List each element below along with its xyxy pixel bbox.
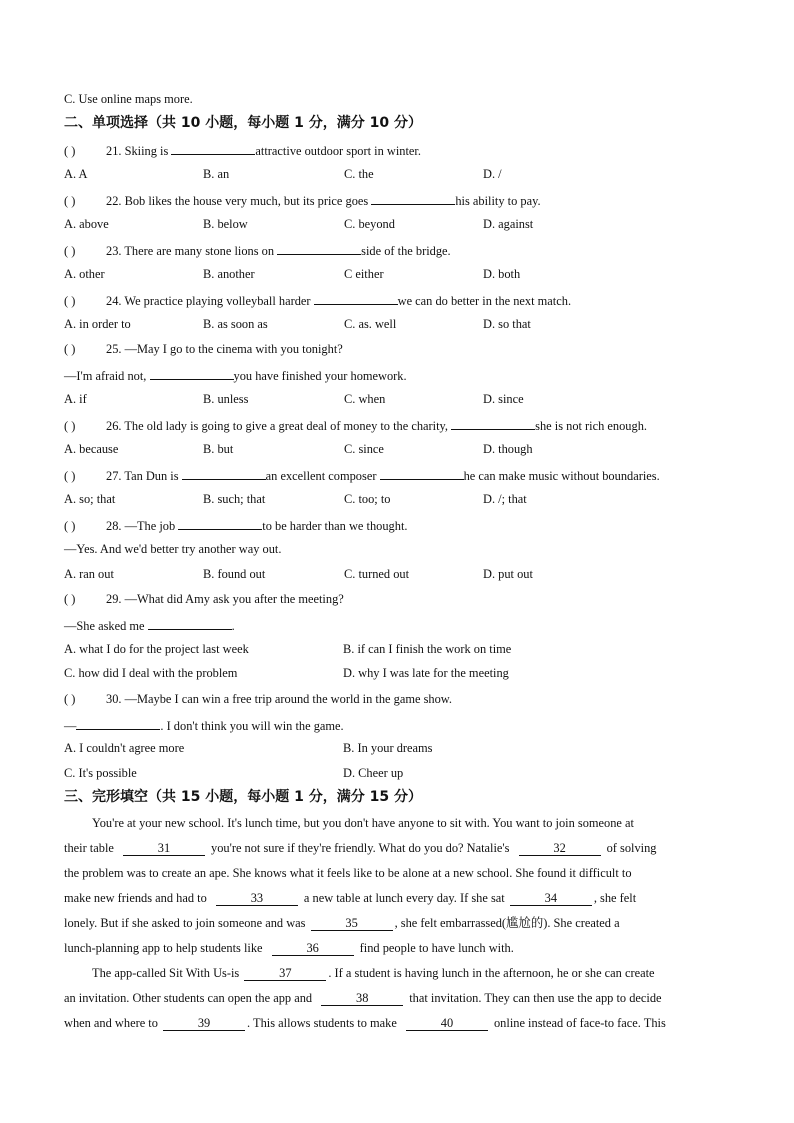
question-20-option-c: C. Use online maps more. <box>64 92 193 106</box>
option-d[interactable]: D. though <box>483 442 533 456</box>
answer-paren[interactable]: ( ) <box>64 419 76 433</box>
option-d[interactable]: D. so that <box>483 317 531 331</box>
question-text-after: . I don't think you will win the game. <box>160 719 344 733</box>
passage-text: of solving <box>606 841 657 855</box>
passage-line <box>64 986 730 1011</box>
question-29-line-2 <box>64 616 235 634</box>
option-a[interactable]: A. because <box>64 442 119 456</box>
option-a[interactable]: A. ran out <box>64 567 114 581</box>
blank-38[interactable]: 38 <box>321 991 403 1006</box>
passage-text: . This allows students to make <box>247 1016 397 1030</box>
blank-39[interactable]: 39 <box>163 1016 245 1031</box>
passage-text: you're not sure if they're friendly. What do you do? Natalie's <box>211 841 510 855</box>
answer-paren[interactable]: ( ) <box>64 294 76 308</box>
answer-blank[interactable] <box>314 291 398 305</box>
answer-paren[interactable]: ( ) <box>64 194 76 208</box>
passage-line <box>64 836 730 861</box>
question-30-line-2 <box>64 716 344 734</box>
option-d[interactable]: D. both <box>483 267 521 281</box>
answer-blank[interactable] <box>178 516 262 530</box>
dialog-response: — <box>64 719 77 733</box>
section-3-title: 三、完形填空（共 15 小题，每小题 1 分，满分 15 分） <box>64 789 422 805</box>
passage-text: a new table at lunch every day. If she sat <box>303 891 505 905</box>
passage-text: . If a student is having lunch in the afternoon, he or she can create <box>328 966 655 980</box>
question-text: 27. Tan Dun is <box>106 469 179 483</box>
passage-text: make new friends and had to <box>64 891 207 905</box>
question-text-after: you have finished your homework. <box>233 369 407 383</box>
option-a[interactable]: A. I couldn't agree more <box>64 741 185 755</box>
option-b[interactable]: B. if can I finish the work on time <box>343 642 512 656</box>
passage-text: their table <box>64 841 114 855</box>
question-23 <box>64 241 451 259</box>
cloze-passage <box>64 811 730 1036</box>
question-text: 22. Bob likes the house very much, but its price goes <box>106 194 369 208</box>
question-text-after: she is not rich enough. <box>535 419 647 433</box>
passage-text: , she felt <box>593 891 637 905</box>
option-b[interactable]: B. found out <box>203 567 266 581</box>
passage-text: lunch-planning app to help students like <box>64 941 263 955</box>
option-c[interactable]: C. when <box>344 392 386 406</box>
question-30 <box>64 691 452 707</box>
question-29 <box>64 591 344 607</box>
passage-text: an invitation. Other students can open the app and <box>64 991 313 1005</box>
passage-line <box>64 911 730 936</box>
blank-40[interactable]: 40 <box>406 1016 488 1031</box>
option-c[interactable]: C. It's possible <box>64 766 137 780</box>
option-d[interactable]: D. / <box>483 167 502 181</box>
option-d[interactable]: D. against <box>483 217 534 231</box>
option-d[interactable]: D. Cheer up <box>343 766 404 780</box>
passage-line <box>64 886 730 911</box>
question-25-line-2 <box>64 366 407 384</box>
dialog-response: —She asked me <box>64 619 145 633</box>
answer-paren[interactable]: ( ) <box>64 692 76 706</box>
passage-line: You're at your new school. It's lunch time, but you don't have anyone to sit with. You want to join someone at <box>92 816 634 830</box>
passage-text: when and where to <box>64 1016 158 1030</box>
passage-line <box>64 936 730 961</box>
passage-text: , she felt embarrassed(尴尬的). She created a <box>394 916 620 930</box>
option-c[interactable]: C. too; to <box>344 492 391 506</box>
question-25 <box>64 341 343 357</box>
passage-text: The app-called Sit With Us-is <box>92 966 240 980</box>
question-text: 29. —What did Amy ask you after the meeting? <box>106 592 344 606</box>
passage-text: find people to have lunch with. <box>359 941 514 955</box>
question-22 <box>64 191 541 209</box>
blank-36[interactable]: 36 <box>272 941 354 956</box>
answer-blank[interactable] <box>76 716 160 730</box>
option-a[interactable]: A. if <box>64 392 87 406</box>
passage-line: the problem was to create an ape. She knows what it feels like to be alone at a new school. She found it difficult to <box>64 866 632 880</box>
option-a[interactable]: A. what I do for the project last week <box>64 642 249 656</box>
option-b[interactable]: B. In your dreams <box>343 741 433 755</box>
answer-paren[interactable]: ( ) <box>64 592 76 606</box>
option-b[interactable]: B. unless <box>203 392 249 406</box>
option-c[interactable]: C. turned out <box>344 567 410 581</box>
question-text-after: . <box>231 619 235 633</box>
question-text-after: his ability to pay. <box>455 194 541 208</box>
question-text: 21. Skiing is <box>106 144 169 158</box>
section-2-title: 二、单项选择（共 10 小题，每小题 1 分，满分 10 分） <box>64 115 422 131</box>
option-d[interactable]: D. put out <box>483 567 533 581</box>
option-a[interactable]: A. above <box>64 217 109 231</box>
passage-line <box>64 961 730 986</box>
option-b[interactable]: B. as soon as <box>203 317 268 331</box>
question-24 <box>64 291 571 309</box>
option-a[interactable]: A. A <box>64 167 88 181</box>
blank-35[interactable]: 35 <box>311 916 393 931</box>
passage-text: lonely. But if she asked to join someone and was <box>64 916 306 930</box>
answer-blank[interactable] <box>451 416 535 430</box>
option-b[interactable]: B. such; that <box>203 492 266 506</box>
question-21 <box>64 141 421 159</box>
option-c[interactable]: C either <box>344 267 384 281</box>
option-d[interactable]: D. since <box>483 392 524 406</box>
option-a[interactable]: A. other <box>64 267 105 281</box>
question-text: 25. —May I go to the cinema with you tonight? <box>106 342 343 356</box>
blank-37[interactable]: 37 <box>244 966 326 981</box>
question-text-after: we can do better in the next match. <box>397 294 572 308</box>
answer-paren[interactable]: ( ) <box>64 244 76 258</box>
passage-text: online instead of face-to face. This <box>493 1016 666 1030</box>
option-b[interactable]: B. but <box>203 442 234 456</box>
option-c[interactable]: C. since <box>344 442 384 456</box>
answer-paren[interactable]: ( ) <box>64 342 76 356</box>
question-text-after: side of the bridge. <box>361 244 451 258</box>
answer-blank-2[interactable] <box>380 466 464 480</box>
option-a[interactable]: A. in order to <box>64 317 131 331</box>
answer-paren[interactable]: ( ) <box>64 469 76 483</box>
question-text-after: he can make music without boundaries. <box>463 469 660 483</box>
blank-34[interactable]: 34 <box>510 891 592 906</box>
option-d[interactable]: D. /; that <box>483 492 527 506</box>
option-c[interactable]: C. beyond <box>344 217 395 231</box>
option-b[interactable]: B. another <box>203 267 255 281</box>
blank-33[interactable]: 33 <box>216 891 298 906</box>
blank-32[interactable]: 32 <box>519 841 601 856</box>
answer-blank[interactable] <box>277 241 361 255</box>
option-b[interactable]: B. below <box>203 217 248 231</box>
question-text: 26. The old lady is going to give a great deal of money to the charity, <box>106 419 449 433</box>
passage-text: that invitation. They can then use the app to decide <box>409 991 662 1005</box>
answer-paren[interactable]: ( ) <box>64 144 76 158</box>
option-d[interactable]: D. why I was late for the meeting <box>343 666 509 680</box>
question-text-mid: an excellent composer <box>265 469 377 483</box>
question-text-after: attractive outdoor sport in winter. <box>255 144 421 158</box>
answer-blank-1[interactable] <box>182 466 266 480</box>
question-text: 30. —Maybe I can win a free trip around the world in the game show. <box>106 692 453 706</box>
question-27 <box>64 466 660 484</box>
blank-31[interactable]: 31 <box>123 841 205 856</box>
dialog-response: —I'm afraid not, <box>64 369 147 383</box>
dialog-response: —Yes. And we'd better try another way out. <box>64 542 282 556</box>
option-c[interactable]: C. the <box>344 167 374 181</box>
option-c[interactable]: C. as. well <box>344 317 397 331</box>
question-text: 23. There are many stone lions on <box>106 244 275 258</box>
option-b[interactable]: B. an <box>203 167 230 181</box>
question-text: 24. We practice playing volleyball harder <box>106 294 311 308</box>
answer-blank[interactable] <box>171 141 255 155</box>
answer-blank[interactable] <box>148 616 232 630</box>
answer-paren[interactable]: ( ) <box>64 519 76 533</box>
passage-line <box>64 1011 730 1036</box>
answer-blank[interactable] <box>150 366 234 380</box>
option-c[interactable]: C. how did I deal with the problem <box>64 666 238 680</box>
question-text-after: to be harder than we thought. <box>262 519 408 533</box>
question-text: 28. —The job <box>106 519 176 533</box>
answer-blank[interactable] <box>371 191 455 205</box>
question-28 <box>64 516 407 534</box>
question-26 <box>64 416 647 434</box>
option-a[interactable]: A. so; that <box>64 492 116 506</box>
